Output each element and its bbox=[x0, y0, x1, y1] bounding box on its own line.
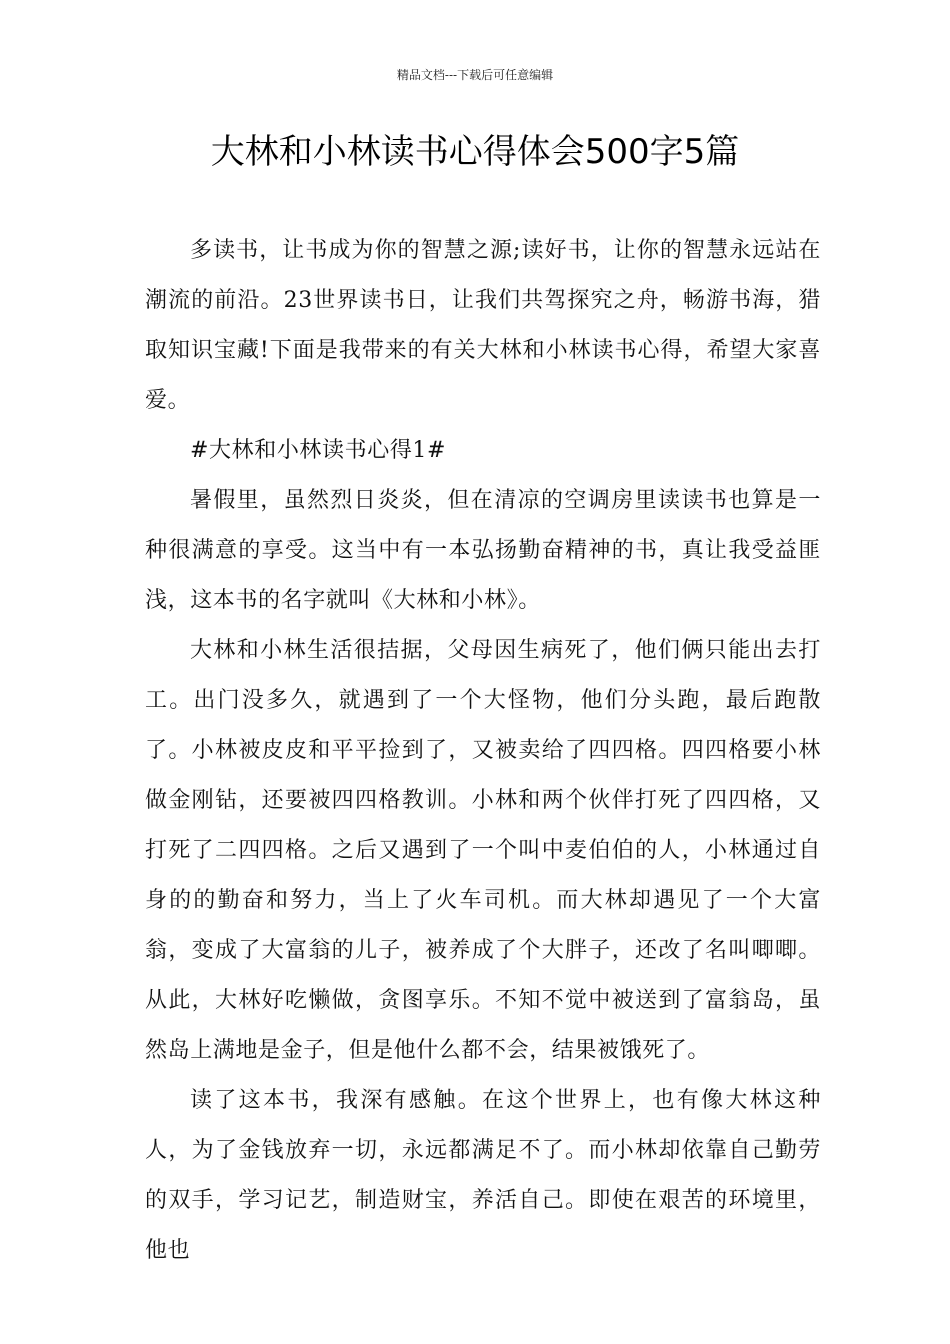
paragraph-3: 读了这本书，我深有感触。在这个世界上，也有像大林这种人，为了金钱放弃一切，永远都满足不了。而小林却依靠自己勤劳的双手，学习记艺，制造财宝，养活自己。即使在艰苦的环境里，他也 bbox=[145, 1088, 821, 1263]
document-title: 大林和小林读书心得体会500字5篇 bbox=[210, 132, 740, 172]
document-body bbox=[145, 226, 821, 1276]
section-heading-1: #大林和小林读书心得1# bbox=[190, 438, 447, 463]
paragraph-2: 大林和小林生活很拮据，父母因生病死了，他们俩只能出去打工。出门没多久，就遇到了一个大怪物，他们分头跑，最后跑散了。小林被皮皮和平平捡到了，又被卖给了四四格。四四格要小林做金刚钻，还要被四四格教训。小林和两个伙伴打死了四四格，又打死了二四四格。之后又遇到了一个叫中麦伯伯的人，小林通过自身的的勤奋和努力，当上了火车司机。而大林却遇见了一个大富翁，变成了大富翁的儿子，被养成了个大胖子，还改了名叫唧唧。从此，大林好吃懒做，贪图享乐。不知不觉中被送到了富翁岛，虽然岛上满地是金子，但是他什么都不会，结果被饿死了。 bbox=[145, 638, 821, 1063]
paragraph-1: 暑假里，虽然烈日炎炎，但在清凉的空调房里读读书也算是一种很满意的享受。这当中有一本弘扬勤奋精神的书，真让我受益匪浅，这本书的名字就叫《大林和小林》。 bbox=[145, 488, 821, 613]
paragraph-intro: 多读书，让书成为你的智慧之源;读好书，让你的智慧永远站在潮流的前沿。23世界读书日，让我们共驾探究之舟，畅游书海，猎取知识宝藏!下面是我带来的有关大林和小林读书心得，希望大家喜爱。 bbox=[145, 238, 821, 413]
header-note: 精品文档---下载后可任意编辑 bbox=[396, 68, 554, 82]
